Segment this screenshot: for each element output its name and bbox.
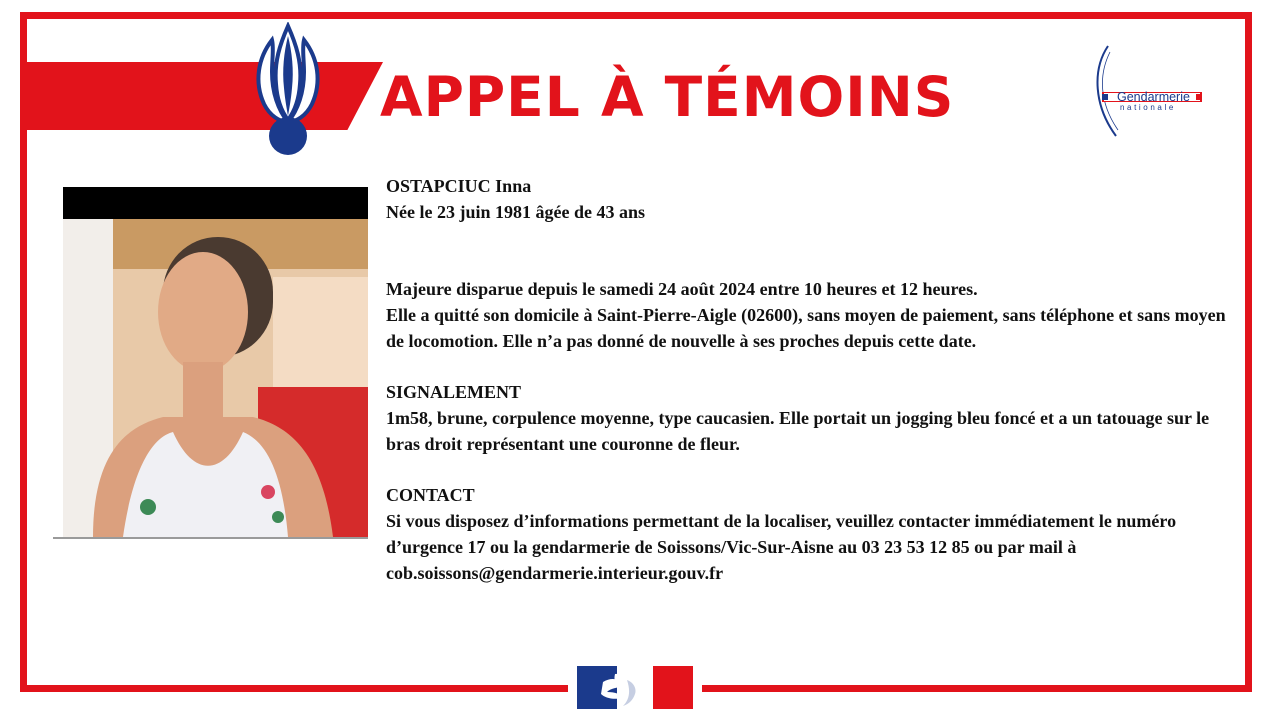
page-title: APPEL À TÉMOINS [380, 65, 955, 129]
frame-right [1245, 12, 1252, 692]
contact-heading: CONTACT [386, 485, 475, 505]
disappearance-details: Elle a quitté son domicile à Saint-Pierre-Aigle (02600), sans moyen de paiement, sans téléphone et sans moyen de locomotion. Elle n’a pas donné de nouvelle à ses proches depuis cette date. [386, 305, 1226, 351]
notice-text [386, 173, 1226, 586]
frame-left [20, 12, 27, 692]
contact-text: Si vous disposez d’informations permettant de la localiser, veuillez contacter immédiatement le numéro d’urgence 17 ou la gendarmerie de Soissons/Vic-Sur-Aisne au 03 23 53 12 85 ou par mail à cob.soissons@gendarmerie.interieur.gouv.fr [386, 511, 1177, 583]
marianne-logo-icon [577, 666, 693, 709]
missing-person-photo [53, 187, 368, 539]
signalement-heading: SIGNALEMENT [386, 382, 522, 402]
signalement-text: 1m58, brune, corpulence moyenne, type caucasien. Elle portait un jogging bleu foncé et a un tatouage sur le bras droit représentant une couronne de fleur. [386, 408, 1210, 454]
frame-bottom-left [20, 685, 568, 692]
gendarmerie-logo-name: Gendarmerie [1117, 90, 1190, 104]
frame-top [20, 12, 1252, 19]
photo-black-bar [63, 187, 368, 219]
frame-bottom-right [702, 685, 1252, 692]
disappearance-date: Majeure disparue depuis le samedi 24 août 2024 entre 10 heures et 12 heures. [386, 279, 978, 299]
header-banner [27, 62, 383, 130]
person-birth: Née le 23 juin 1981 âgée de 43 ans [386, 202, 645, 222]
grenade-emblem-icon [250, 22, 326, 158]
person-name: OSTAPCIUC Inna [386, 176, 532, 196]
gendarmerie-logo-sub: nationale [1120, 103, 1176, 112]
